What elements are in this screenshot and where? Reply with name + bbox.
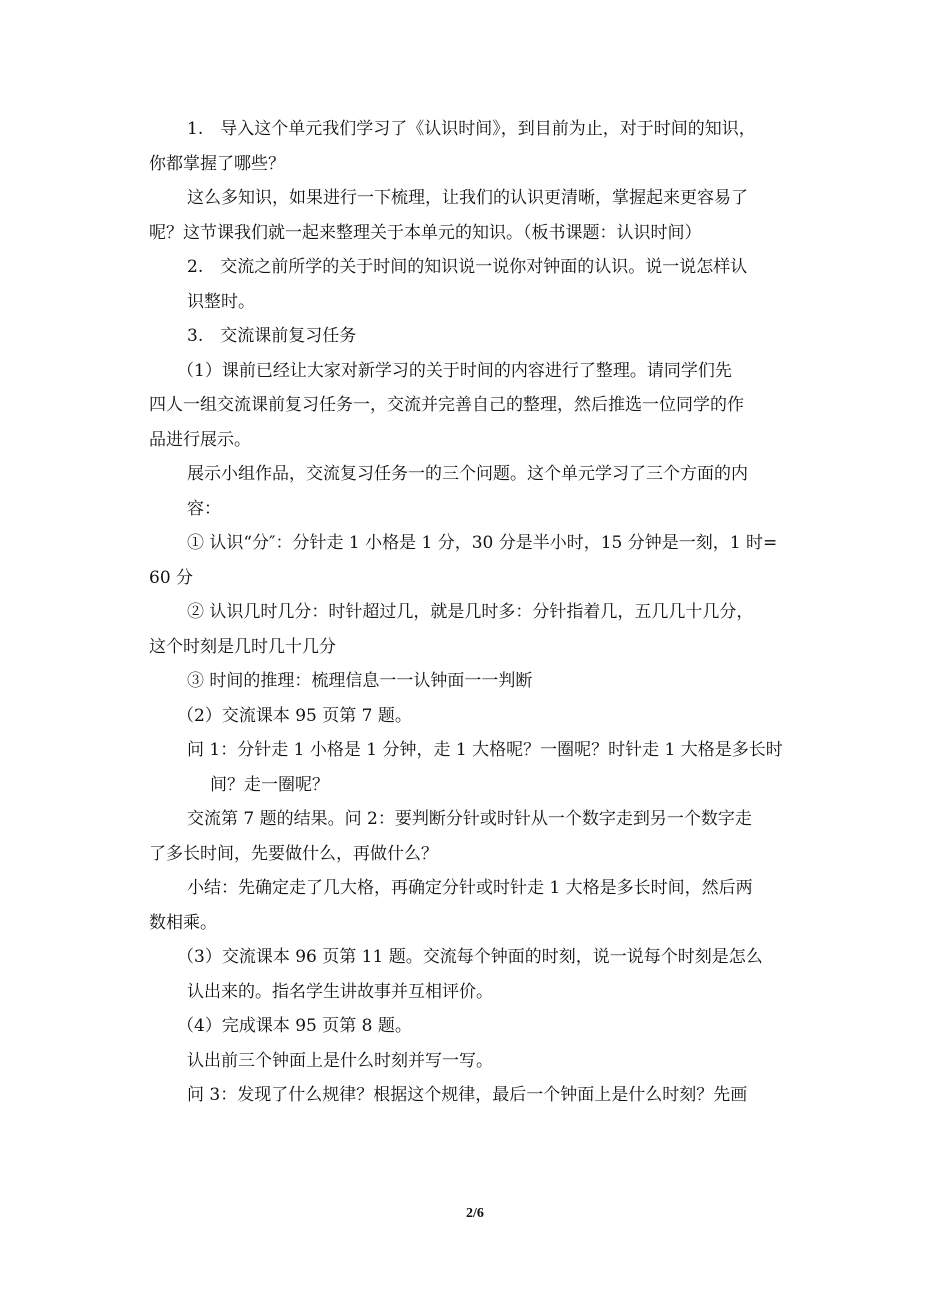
text-line: ① 认识“分″：分针走 1 小格是 1 分，30 分是半小时，15 分钟是一刻，1 时=	[187, 533, 778, 553]
text-line: 这个时刻是几时几十几分	[149, 636, 336, 657]
text-line: 问 3：发现了什么规律？根据这个规律，最后一个钟面上是什么时刻？先画	[187, 1085, 748, 1105]
document-body	[149, 112, 809, 1113]
text-line: 1. 导入这个单元我们学习了《认识时间》，到目前为止，对于时间的知识，	[187, 119, 756, 139]
text-line: 这么多知识，如果进行一下梳理，让我们的认识更清晰，掌握起来更容易了	[187, 188, 748, 208]
text-line: 你都掌握了哪些？	[149, 153, 285, 174]
text-line: （1）课前已经让大家对新学习的关于时间的内容进行了整理。请同学们先	[177, 360, 732, 381]
text-line: （4）完成课本 95 页第 8 题。	[177, 1016, 412, 1036]
text-line: 问 1：分针走 1 小格是 1 分钟，走 1 大格呢？一圈呢？时针走 1 大格是多长时	[187, 740, 783, 760]
text-line: ② 认识几时几分：时针超过几，就是几时多：分针指着几，五几几十几分，	[187, 602, 754, 622]
text-line: 识整时。	[187, 291, 255, 312]
text-line: （3）交流课本 96 页第 11 题。交流每个钟面的时刻，说一说每个时刻是怎么	[177, 947, 763, 967]
text-line: 呢？这节课我们就一起来整理关于本单元的知识。（板书课题：认识时间）	[149, 222, 702, 243]
text-line: 四人一组交流课前复习任务一，交流并完善自己的整理，然后推选一位同学的作	[149, 395, 744, 415]
page-number: 2/6	[466, 1206, 484, 1221]
text-line: 2. 交流之前所学的关于时间的知识说一说你对钟面的认识。说一说怎样认	[187, 257, 748, 277]
text-line: 了多长时间，先要做什么，再做什么？	[149, 843, 438, 864]
text-line: （2）交流课本 95 页第 7 题。	[177, 705, 412, 726]
text-line: 间？走一圈呢？	[210, 774, 329, 795]
text-line: 认出前三个钟面上是什么时刻并写一写。	[187, 1050, 493, 1071]
text-line: 交流第 7 题的结果。问 2：要判断分针或时针从一个数字走到另一个数字走	[187, 809, 752, 829]
text-line: 认出来的。指名学生讲故事并互相评价。	[187, 981, 493, 1002]
text-line: 展示小组作品，交流复习任务一的三个问题。这个单元学习了三个方面的内	[187, 464, 748, 484]
text-line: ③ 时间的推理：梳理信息一一认钟面一一判断	[187, 671, 533, 691]
text-line: 60 分	[149, 567, 194, 588]
text-line: 数相乘。	[149, 912, 217, 933]
text-line: 品进行展示。	[149, 429, 251, 450]
text-line: 容：	[187, 498, 221, 519]
text-line: 小结：先确定走了几大格，再确定分针或时针走 1 大格是多长时间，然后两	[187, 878, 753, 898]
text-line: 3. 交流课前复习任务	[187, 326, 357, 346]
